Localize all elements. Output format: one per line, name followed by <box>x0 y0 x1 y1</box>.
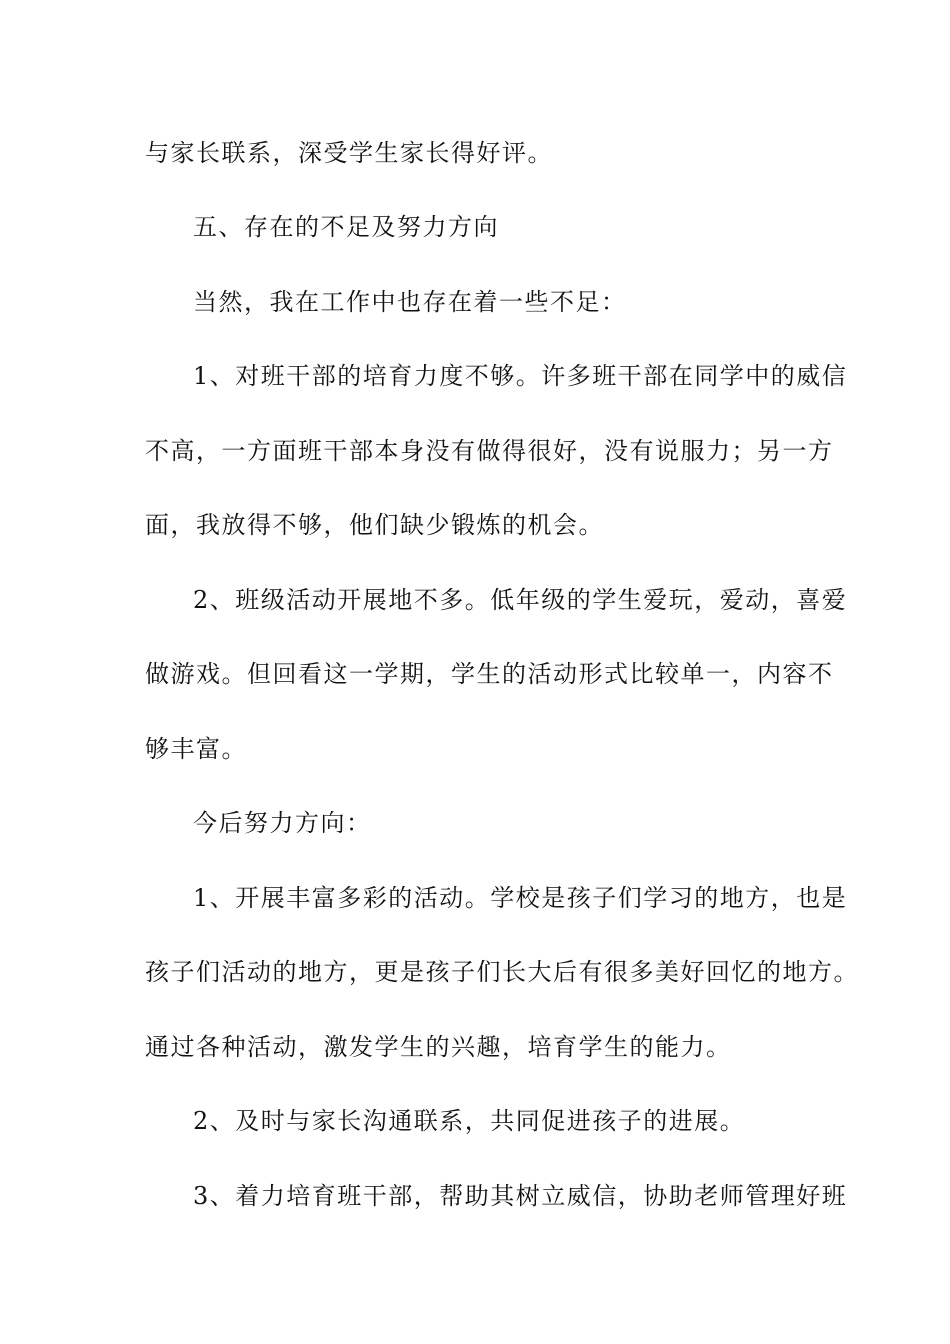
paragraph-line: 通过各种活动，激发学生的兴趣，培育学生的能力。 <box>145 1033 732 1061</box>
list-item-line: 2、班级活动开展地不多。低年级的学生爱玩，爱动，喜爱 <box>193 586 848 614</box>
list-item-line: 2、及时与家长沟通联系，共同促进孩子的进展。 <box>193 1107 746 1135</box>
paragraph-line: 当然，我在工作中也存在着一些不足： <box>193 288 627 316</box>
list-item-line: 1、对班干部的培育力度不够。许多班干部在同学中的威信 <box>193 362 848 390</box>
section-heading: 五、存在的不足及努力方向 <box>193 213 499 241</box>
section-heading: 今后努力方向： <box>193 809 372 837</box>
paragraph-line: 不高，一方面班干部本身没有做得很好，没有说服力；另一方 <box>145 437 834 465</box>
list-item-line: 1、开展丰富多彩的活动。学校是孩子们学习的地方，也是 <box>193 884 848 912</box>
paragraph-line: 面，我放得不够，他们缺少锻炼的机会。 <box>145 511 604 539</box>
paragraph-line: 与家长联系，深受学生家长得好评。 <box>145 139 553 167</box>
list-item-line: 3、着力培育班干部，帮助其树立威信，协助老师管理好班 <box>193 1182 848 1210</box>
paragraph-line: 孩子们活动的地方，更是孩子们长大后有很多美好回忆的地方。 <box>145 958 859 986</box>
paragraph-line: 够丰富。 <box>145 735 247 763</box>
paragraph-line: 做游戏。但回看这一学期，学生的活动形式比较单一，内容不 <box>145 660 834 688</box>
